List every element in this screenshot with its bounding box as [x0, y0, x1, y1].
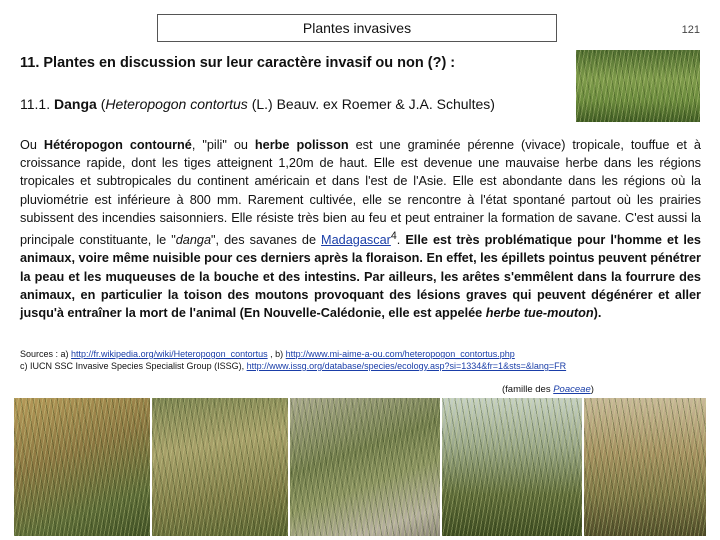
grass-photo-3 [290, 398, 440, 536]
sources-line-1 [20, 348, 700, 360]
species-heading [20, 96, 495, 112]
bold-italic-term: herbe tue-mouton [485, 306, 594, 321]
family-caption [502, 384, 594, 395]
species-common-name: Danga [54, 96, 97, 112]
madagascar-link[interactable]: Madagascar [321, 233, 391, 248]
grass-photo-2 [152, 398, 288, 536]
sources-sep: , b) [267, 349, 286, 359]
source-link-c[interactable]: http://www.issg.org/database/species/ecology.asp?si=1334&fr=1&sts=&lang=FR [246, 361, 567, 371]
sources-prefix-c: c) IUCN SSC Invasive Species Specialist Group (ISSG), [20, 361, 247, 371]
bold-warning: Elle est très problématique pour l'homme et les animaux, voire même nuisible pour ces derniers après la floraison. En effet, les épillets pointus peuvent pénétrer la peau et les muqueuses de la bouche et des intestins. Par ailleurs, les arêtes s'emmêlent dans la fourrure des animaux, en particulier la toison des moutons provoquant des lésions graves qui peuvent dégénérer et aller jusqu'à entraîner la mort de l'animal (En Nouvelle-Calédonie, elle est appelée [20, 233, 701, 321]
page-number: 121 [681, 24, 700, 36]
grass-photo-5 [584, 398, 706, 536]
text-run: est une graminée pérenne (vivace) tropicale, touffue et à croissance rapide, dont les tiges atteignent 1,20m de haut. Elle est devenue une mauvaise herbe dans les régions tropicales et subtropicales du continent américain et dans l'est de l'Asie. Elle est abondante dans les régions où la pluviométrie est inférieure à 800 mm. Rarement cultivée, elle se rencontre à l'état spontané partout où les prairies subissent des incendies saisonniers. Elle résiste très bien au feu et peut entrainer la formation de savane. C'est aussi la principale constituante, le " [20, 138, 701, 248]
caption-close: ) [590, 384, 594, 395]
source-link-b[interactable]: http://www.mi-aime-a-ou.com/heteropogon_contortus.php [285, 349, 515, 359]
text-run: , "pili" ou [191, 138, 255, 152]
sources-prefix: Sources : a) [20, 349, 72, 359]
species-latin-name: Heteropogon contortus [105, 96, 248, 112]
source-link-a[interactable]: http://fr.wikipedia.org/wiki/Heteropogon_contortus [71, 349, 268, 359]
bold-name: Hétéropogon contourné [43, 138, 192, 152]
italic-term: danga [175, 233, 212, 248]
text-run: ", des savanes de [211, 233, 322, 248]
text-run: . [396, 233, 406, 248]
footnote-ref: 4 [390, 230, 397, 243]
grass-photo-1 [14, 398, 150, 536]
species-open-paren: ( [100, 96, 106, 112]
grass-photo-4 [442, 398, 582, 536]
caption-open: (famille des [502, 384, 554, 395]
header-title: Plantes invasives [302, 20, 412, 36]
species-number: 11.1. [20, 96, 51, 112]
bold-name: herbe polisson [254, 138, 349, 152]
sources [20, 348, 700, 372]
species-authors: (L.) Beauv. ex Roemer & J.A. Schultes) [251, 96, 495, 112]
section-heading: 11. Plantes en discussion sur leur caractère invasif ou non (?) : [20, 55, 456, 71]
description-paragraph [20, 136, 701, 322]
text-run: Ou [20, 138, 44, 152]
header-title-box [157, 14, 557, 42]
grass-photo-top [576, 50, 700, 122]
sources-line-2 [20, 360, 700, 372]
bold-warning-end: ). [593, 306, 602, 321]
family-link[interactable]: Poaceae [553, 384, 591, 395]
